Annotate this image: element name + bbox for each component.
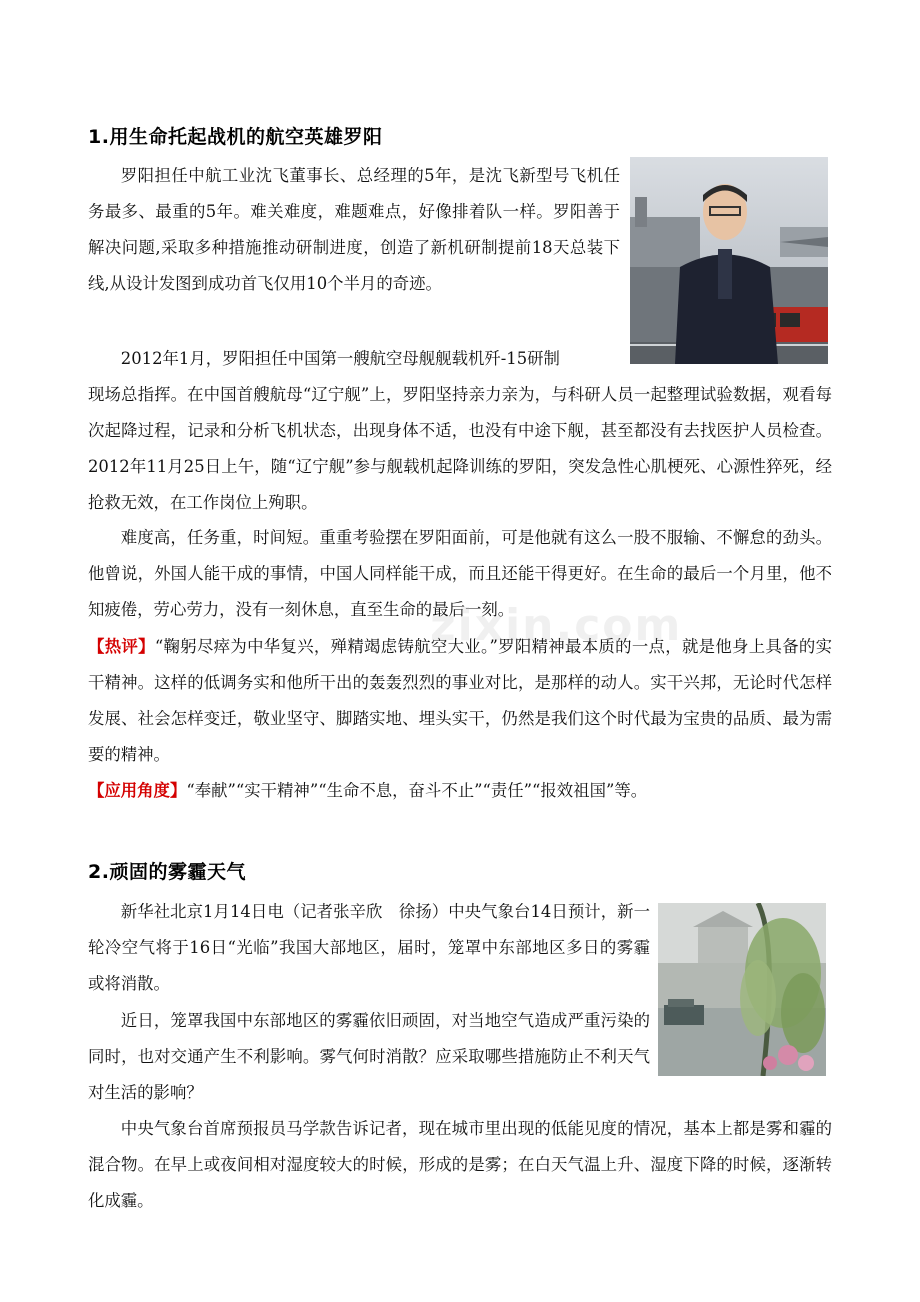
section-2-paragraph-3: 中央气象台首席预报员马学款告诉记者，现在城市里出现的低能见度的情况，基本上都是雾和霾的混合物。在早上或夜间相对湿度较大的时候，形成的是雾；在白天气温上升、湿度下降的时候，逐渐转化成霾。	[88, 1119, 832, 1210]
application-angle-tag: 【应用角度】	[88, 781, 187, 800]
foggy-river-willow-image	[658, 903, 826, 1076]
hot-comment-tag: 【热评】	[88, 637, 155, 656]
section-2-paragraph-1: 新华社北京1月14日电（记者张辛欣 徐扬）中央气象台14日预计，新一轮冷空气将于16日“光临”我国大部地区，届时，笼罩中东部地区多日的雾霾或将消散。	[88, 902, 650, 993]
section-1-paragraph-1: 罗阳担任中航工业沈飞董事长、总经理的5年，是沈飞新型号飞机任务最多、最重的5年。难关难度，难题难点，好像排着队一样。罗阳善于解决问题,采取多种措施推动研制进度，创造了新机研制提前18天总装下线,从设计发图到成功首飞仅用10个半月的奇迹。	[88, 166, 620, 293]
section-1-paragraph-3: 难度高，任务重，时间短。重重考验摆在罗阳面前，可是他就有这么一股不服输、不懈怠的劲头。他曾说，外国人能干成的事情，中国人同样能干成，而且还能干得更好。在生命的最后一个月里，他不知疲倦，劳心劳力，没有一刻休息，直至生命的最后一刻。	[88, 528, 832, 619]
application-angle-paragraph	[88, 773, 832, 809]
section-1-paragraph-2: 现场总指挥。在中国首艘航母“辽宁舰”上，罗阳坚持亲力亲为，与科研人员一起整理试验数据，观看每次起降过程，记录和分析飞机状态，出现身体不适，也没有中途下舰，甚至都没有去找医护人员检查。2012年11月25日上午，随“辽宁舰”参与舰载机起降训练的罗阳，突发急性心肌梗死、心源性猝死，经抢救无效，在工作岗位上殉职。	[88, 385, 832, 512]
aircraft-carrier-portrait-image	[630, 157, 828, 364]
section-1-paragraph-2-lead: 2012年1月，罗阳担任中国第一艘航空母舰舰载机歼-15研制	[120, 349, 560, 368]
smog-photo	[658, 903, 826, 1076]
section-2-paragraph-2: 近日，笼罩我国中东部地区的雾霾依旧顽固，对当地空气造成严重污染的同时，也对交通产生不利影响。雾气何时消散？应采取哪些措施防止不利天气对生活的影响？	[88, 1011, 650, 1102]
section-2-title: 2.顽固的雾霾天气	[88, 861, 246, 883]
hot-comment-text: “鞠躬尽瘁为中华复兴，殚精竭虑铸航空大业。”罗阳精神最本质的一点，就是他身上具备的实干精神。这样的低调务实和他所干出的轰轰烈烈的事业对比，是那样的动人。实干兴邦，无论时代怎样发展、社会怎样变迁，敬业坚守、脚踏实地、埋头实干，仍然是我们这个时代最为宝贵的品质、最为需要的精神。	[88, 637, 833, 764]
application-angle-text: “奉献”“实干精神”“生命不息，奋斗不止”“责任”“报效祖国”等。	[186, 781, 648, 800]
watermark: zixin.com	[430, 600, 683, 651]
luo-yang-photo	[630, 157, 828, 364]
section-1-title: 1.用生命托起战机的航空英雄罗阳	[88, 126, 383, 148]
